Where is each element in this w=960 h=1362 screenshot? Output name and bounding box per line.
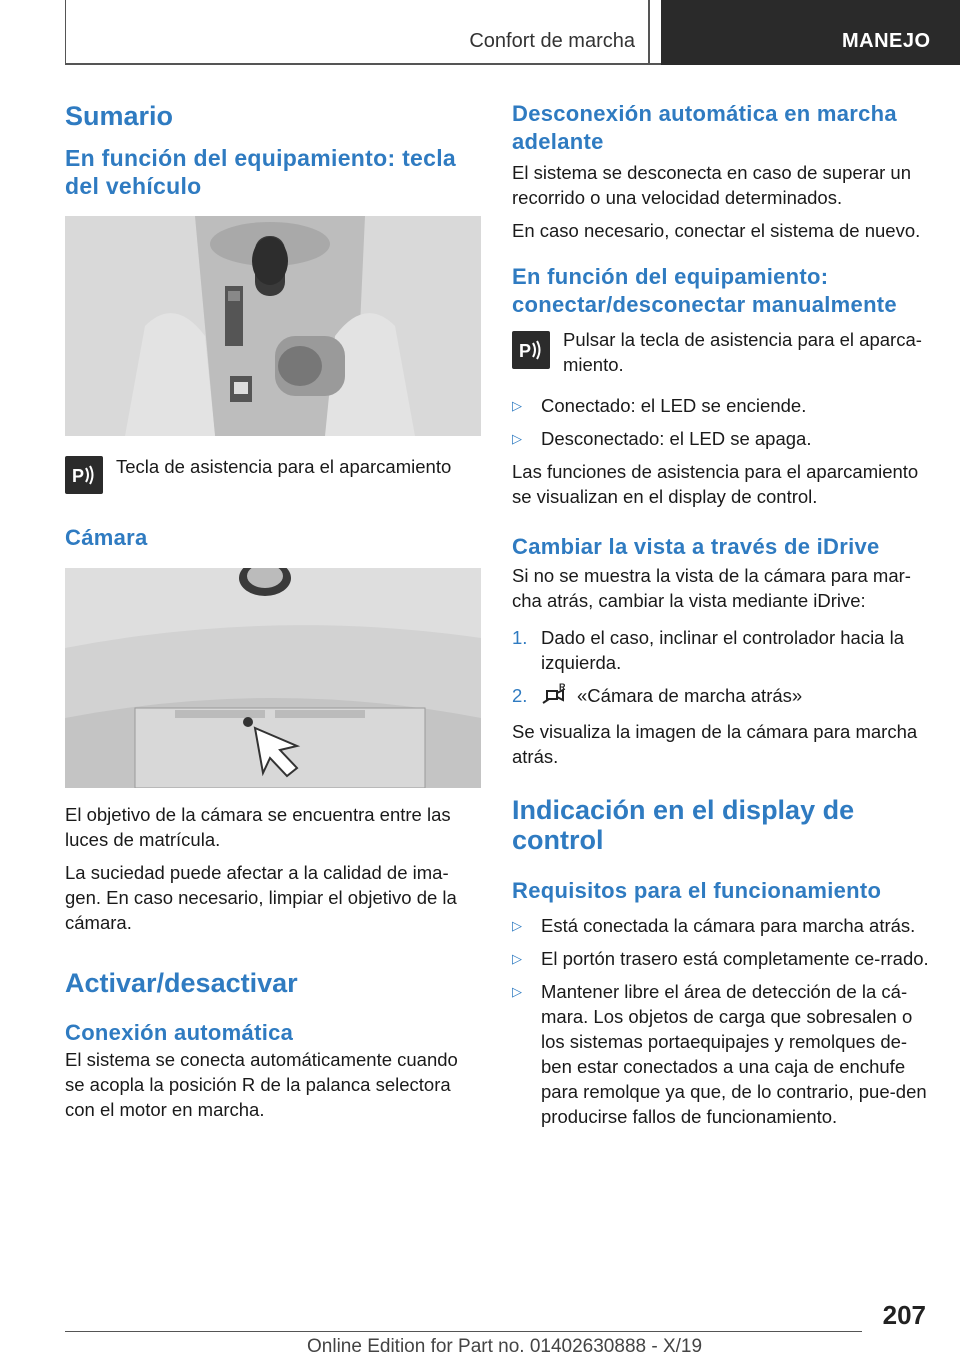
heading-idrive: Cambiar la vista a través de iDrive [512, 534, 880, 559]
list-item: 2. R «Cámara de marcha atrás» [512, 683, 932, 711]
idrive-paragraph: Si no se muestra la vista de la cámara para mar-cha atrás, cambiar la vista mediante iDrive: [512, 565, 911, 611]
parking-key-caption: Tecla de asistencia para el aparcamiento [116, 456, 452, 477]
manual-bullet-list [512, 393, 932, 451]
heading-camara: Cámara [65, 525, 148, 550]
heading-auto-connect: Conexión automática [65, 1020, 294, 1045]
center-console-photo [65, 216, 481, 436]
section-title-sumario: Sumario [65, 101, 174, 131]
auto-disconnect-paragraph-1: El sistema se desconecta en caso de superar un recorrido o una velocidad determinados. [512, 162, 912, 208]
camera-paragraph-1: El objetivo de la cámara se encuentra entre las luces de matrícula. [65, 804, 451, 850]
header-section-title: Confort de marcha [469, 30, 635, 52]
triangle-bullet-icon: ▷ [512, 398, 522, 413]
parking-assist-icon [512, 331, 550, 369]
triangle-bullet-icon: ▷ [512, 951, 522, 966]
auto-connect-paragraph: El sistema se conecta automáticamente cuando se acopla la posición R de la palanca selectora con el motor en marcha. [65, 1049, 458, 1120]
svg-text:P: P [519, 341, 532, 361]
header-left-rule [65, 0, 66, 64]
manual-instruction: Pulsar la tecla de asistencia para el aparca-miento. [563, 329, 922, 375]
triangle-bullet-icon: ▷ [512, 984, 522, 999]
idrive-steps [512, 625, 932, 711]
heading-auto-disconnect: Desconexión automática en marcha adelante [512, 101, 897, 154]
header-chapter-label: MANEJO [842, 30, 931, 52]
idrive-paragraph-2: Se visualiza la imagen de la cámara para marcha atrás. [512, 721, 918, 767]
svg-text:P: P [72, 466, 85, 486]
left-column [65, 100, 481, 1122]
header-chapter-tab [661, 0, 960, 65]
manual-paragraph: Las funciones de asistencia para el aparcamiento se visualizan en el display de control. [512, 461, 919, 507]
parking-assist-icon [65, 456, 103, 494]
section-title-activar: Activar/desactivar [65, 968, 298, 998]
svg-text:R: R [559, 683, 566, 692]
subheading-vehicle-key: En función del equipamiento: tecla del vehículo [65, 145, 457, 199]
triangle-bullet-icon: ▷ [512, 431, 522, 446]
rear-camera-photo [65, 568, 481, 788]
list-item: ▷ Conectado: el LED se enciende. [512, 395, 807, 416]
list-item: ▷ Desconectado: el LED se apaga. [512, 428, 812, 449]
footer-rule [65, 1331, 862, 1332]
list-item: ▷ El portón trasero está completamente ce-rrado. [512, 948, 929, 969]
footer-edition: Online Edition for Part no. 01402630888 - X/19 [307, 1336, 703, 1357]
right-column [512, 100, 932, 1137]
page-number: 207 [882, 1300, 926, 1330]
heading-manual: En función del equipamiento: conectar/desconectar manualmente [512, 264, 897, 317]
list-item: 1. Dado el caso, inclinar el controlador hacia la izquierda. [512, 627, 905, 673]
auto-disconnect-paragraph-2: En caso necesario, conectar el sistema de nuevo. [512, 220, 921, 241]
list-item: ▷ Mantener libre el área de detección de la cá-mara. Los objetos de carga que sobresalen o los sistemas portaequipajes y remolques de-ben estar conectados a una caja de enchufe para remolque ya que, de lo contrario, pue-den producirse fallos de funcionamiento. [512, 981, 927, 1127]
requirements-list [512, 913, 932, 1129]
rear-camera-icon [541, 683, 567, 711]
list-item: ▷ Está conectada la cámara para marcha atrás. [512, 915, 916, 936]
heading-requirements: Requisitos para el funcionamiento [512, 878, 882, 903]
camera-paragraph-2: La suciedad puede afectar a la calidad de ima-gen. En caso necesario, limpiar el objetivo de la cámara. [65, 862, 457, 933]
header-divider [648, 0, 650, 64]
section-title-display: Indicación en el display de control [512, 795, 855, 855]
triangle-bullet-icon: ▷ [512, 918, 522, 933]
header-bottom-rule [65, 63, 661, 65]
